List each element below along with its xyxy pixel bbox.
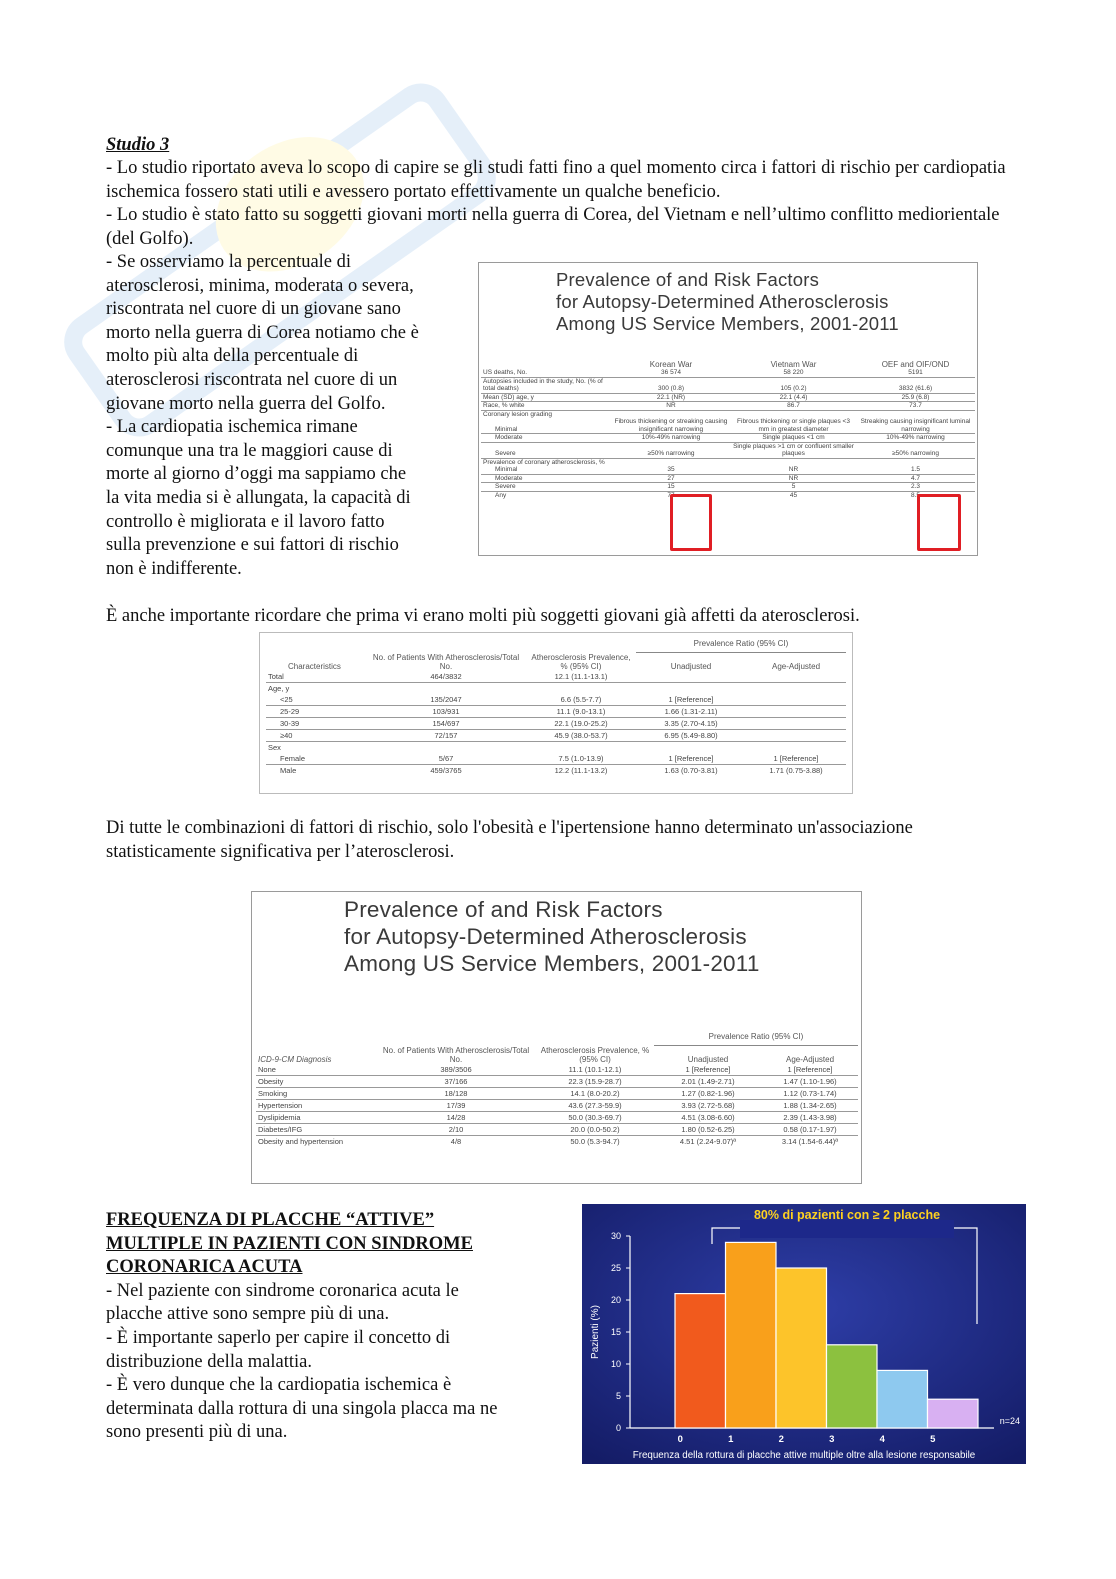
title-line: Prevalence of and Risk Factors — [556, 269, 820, 290]
table-cell: 22.3 (15.9-28.7) — [536, 1075, 654, 1087]
text-line: giovane morto nella guerra del Golfo. — [106, 393, 386, 414]
group-header: Prevalence Ratio (95% CI) — [654, 1032, 858, 1046]
table-cell: 36 574 — [611, 369, 731, 377]
table-cell: 2.01 (1.49-2.71) — [654, 1075, 762, 1087]
table-cell: Male — [280, 765, 297, 775]
table-cell: Single plaques <1 cm — [731, 434, 856, 443]
left-column-text — [106, 251, 476, 581]
table-cell: 2/10 — [376, 1123, 536, 1135]
table-cell: NR — [731, 466, 856, 474]
table-cell: ≥40 — [266, 729, 366, 741]
table-cell: 14/28 — [376, 1111, 536, 1123]
table-cell: NR — [611, 402, 731, 411]
table-cell: 1.66 (1.31-2.11) — [636, 705, 746, 717]
text-line: determinata dalla rottura di una singola placca ma ne — [106, 1398, 498, 1419]
paragraph-risk: Di tutte le combinazioni di fattori di rischio, solo l'obesità e l'ipertensione hanno determinato un'associazione statisticamente significativa per l’aterosclerosi. — [106, 818, 913, 862]
table-cell: 25.9 (6.8) — [856, 393, 975, 402]
table-cell: 50.0 (30.3-69.7) — [536, 1111, 654, 1123]
text-line: riscontrata nel cuore di un giovane sano — [106, 299, 401, 320]
title-line: Prevalence of and Risk Factors — [344, 897, 663, 922]
table-cell: 72/157 — [366, 729, 526, 741]
table-cell: Mean (SD) age, y — [481, 393, 611, 402]
title-line: for Autopsy-Determined Atherosclerosis — [556, 291, 889, 312]
table-cell: 10%-49% narrowing — [611, 434, 731, 443]
table-cell: 58 220 — [731, 369, 856, 377]
figure1-title — [556, 269, 899, 335]
table-cell: Hypertension — [256, 1099, 376, 1111]
section2-text — [106, 1209, 576, 1445]
table-cell: Minimal — [481, 466, 611, 474]
table-cell: 1.63 (0.70-3.81) — [664, 765, 718, 775]
text-line: sulla prevenzione e sui fattori di rischio — [106, 535, 399, 556]
x-tick-label: 3 — [829, 1434, 835, 1445]
table-cell: Moderate — [481, 474, 611, 483]
table-cell: 154/697 — [366, 717, 526, 729]
table-cell: 18/128 — [376, 1087, 536, 1099]
y-tick-label: 10 — [610, 1359, 621, 1369]
table-cell: Coronary lesion grading — [483, 410, 553, 418]
table-cell: ≥50% narrowing — [611, 442, 731, 458]
table-cell — [746, 671, 846, 683]
table-cell — [746, 705, 846, 717]
table-cell: 4.7 — [856, 474, 975, 483]
table-cell: 22.1 (19.0-25.2) — [526, 717, 636, 729]
text-line: controllo è migliorata e il lavoro fatto — [106, 511, 385, 532]
x-tick-label: 4 — [879, 1434, 885, 1445]
table-cell: 30-39 — [266, 717, 366, 729]
table-cell: 3832 (61.6) — [856, 377, 975, 393]
text-line: morto nella guerra di Corea notiamo che è — [106, 322, 419, 343]
paragraph-between: È anche importante ricordare che prima vi erano molti più soggetti giovani già affetti da aterosclerosi. — [106, 606, 860, 626]
text-line: distribuzione della malattia. — [106, 1351, 313, 1372]
table-cell — [746, 694, 846, 706]
table-cell: 6.95 (5.49-8.80) — [636, 729, 746, 741]
text-line: sono presenti più di una. — [106, 1422, 288, 1443]
y-tick-label: 20 — [610, 1295, 621, 1305]
text-line: - È importante saperlo per capire il concetto di — [106, 1327, 451, 1348]
table-cell: Age, y — [268, 683, 290, 693]
table-cell: 459/3765 — [430, 765, 462, 775]
table-cell: Diabetes/IFG — [256, 1123, 376, 1135]
text-line: placche attive sono sempre più di una. — [106, 1304, 390, 1325]
text-line: - Se osserviamo la percentuale di — [106, 252, 352, 272]
table-cell: 464/3832 — [366, 671, 526, 683]
table-cell: 1.5 — [856, 466, 975, 474]
table-cell: 2.3 — [856, 483, 975, 492]
table-cell: Dyslipidemia — [256, 1111, 376, 1123]
y-axis-label: Pazienti (%) — [590, 1305, 601, 1359]
figure-wars-table — [478, 262, 978, 556]
table-cell: 4.51 (2.24-9.07)ª — [679, 1136, 737, 1146]
title-line: Among US Service Members, 2001-2011 — [344, 951, 760, 976]
table-cell: 25-29 — [266, 705, 366, 717]
y-tick-label: 30 — [610, 1231, 621, 1241]
section2-heading-line: CORONARICA ACUTA — [106, 1257, 303, 1278]
x-tick-label: 5 — [930, 1434, 936, 1445]
section2-heading-line: MULTIPLE IN PAZIENTI CON SINDROME — [106, 1233, 473, 1254]
title-bg — [740, 1220, 954, 1238]
table-cell: 300 (0.8) — [611, 377, 731, 393]
table-cell: 17/39 — [376, 1099, 536, 1111]
table-cell: Autopsies included in the study, No. (% of total deaths) — [481, 377, 611, 393]
bar — [877, 1370, 928, 1428]
table-cell: 45.9 (38.0-53.7) — [526, 729, 636, 741]
table-cell: 5/67 — [366, 753, 526, 765]
table-cell: 73.7 — [856, 402, 975, 411]
intro-paragraph-2: - Lo studio è stato fatto su soggetti giovani morti nella guerra di Corea, del Vietnam e nell’ultimo conflitto mediorientale (del Golfo). — [106, 205, 1000, 249]
text-line: aterosclerosi riscontrata nel cuore di un — [106, 369, 398, 390]
title-line: Among US Service Members, 2001-2011 — [556, 313, 899, 334]
table-cell: Prevalence of coronary atherosclerosis, % — [483, 458, 605, 466]
text-line: - È vero dunque che la cardiopatia ischemica è — [106, 1375, 452, 1396]
table-cell: 1.80 (0.52-6.25) — [654, 1123, 762, 1135]
table-cell: 3.93 (2.72-5.68) — [654, 1099, 762, 1111]
text-line: - Nel paziente con sindrome coronarica acuta le — [106, 1280, 459, 1301]
x-tick-label: 1 — [728, 1434, 734, 1445]
y-tick-label: 5 — [615, 1391, 621, 1401]
bar — [827, 1345, 878, 1428]
table-cell: 10%-49% narrowing — [856, 434, 975, 443]
sample-size-label: n=24 — [999, 1416, 1020, 1426]
text-line: aterosclerosi, minima, moderata o severa, — [106, 275, 414, 296]
table-cell — [746, 717, 846, 729]
intro-paragraph-1: - Lo studio riportato aveva lo scopo di capire se gli studi fatti fino a quel momento circa i fattori di rischio per cardiopatia ischemica fossero stati utili e avessero portato effettivamente un qualche beneficio. — [106, 158, 1006, 202]
column-header: Characteristics — [288, 661, 341, 671]
bar — [726, 1242, 777, 1428]
table-cell: 1.88 (1.34-2.65) — [762, 1099, 858, 1111]
plaque-frequency-chart — [582, 1204, 1026, 1464]
column-header: Age-Adjusted — [785, 1054, 835, 1064]
table-cell: Fibrous thickening or single plaques <3 mm in greatest diameter — [731, 418, 856, 434]
table-cell: Obesity and hypertension — [258, 1136, 344, 1146]
table-cell: 135/2047 — [366, 694, 526, 706]
y-tick-label: 15 — [610, 1327, 621, 1337]
table-cell: Total — [266, 671, 366, 683]
figure2-table — [266, 639, 846, 776]
table-cell: Female — [266, 753, 366, 765]
bar — [776, 1268, 827, 1428]
group-header: Prevalence Ratio (95% CI) — [636, 639, 846, 653]
table-cell: 6.6 (5.5-7.7) — [526, 694, 636, 706]
title-line: for Autopsy-Determined Atherosclerosis — [344, 924, 747, 949]
table-cell: 1.27 (0.82-1.96) — [654, 1087, 762, 1099]
table-cell: Fibrous thickening or streaking causing insignificant narrowing — [611, 418, 731, 434]
text-line: molto più alta della percentuale di — [106, 346, 359, 367]
study-heading: Studio 3 — [106, 135, 170, 155]
section2-heading-line: FREQUENZA DI PLACCHE “ATTIVE” — [106, 1210, 435, 1230]
highlight-box-gulf — [917, 494, 961, 551]
table-cell: 3.14 (1.54-6.44)ª — [781, 1136, 839, 1146]
column-header: Korean War — [649, 360, 693, 369]
column-header: Atherosclerosis Prevalence, % (95% CI) — [531, 652, 631, 671]
table-cell: 103/931 — [366, 705, 526, 717]
table-cell: 11.1 (10.1-12.1) — [536, 1064, 654, 1076]
table-cell: 5 — [731, 483, 856, 492]
table-cell: 11.1 (9.0-13.1) — [526, 705, 636, 717]
column-header: Unadjusted — [687, 1054, 729, 1064]
table-cell: 1 [Reference] — [636, 753, 746, 765]
chart-title: 80% di pazienti con ≥ 2 placche — [753, 1208, 941, 1222]
table-cell: 50.0 (5.3-94.7) — [570, 1136, 620, 1146]
y-tick-label: 0 — [615, 1423, 621, 1433]
bar — [675, 1294, 726, 1428]
column-header: Atherosclerosis Prevalence, % (95% CI) — [540, 1045, 650, 1064]
table-cell: 20.0 (0.0-50.2) — [536, 1123, 654, 1135]
table-cell: 22.1 (NR) — [611, 393, 731, 402]
table-cell: 2.39 (1.43-3.98) — [762, 1111, 858, 1123]
table-cell: 45 — [789, 491, 798, 499]
table-cell: 389/3506 — [376, 1064, 536, 1076]
table-cell: 4/8 — [450, 1136, 462, 1146]
table-cell: Severe — [481, 483, 611, 492]
figure-age-sex-table — [259, 632, 853, 794]
table-cell: Severe — [481, 442, 611, 458]
table-cell: 27 — [611, 474, 731, 483]
figure-risk-factors-table — [251, 891, 862, 1184]
table-cell: 12.1 (11.1-13.1) — [526, 671, 636, 683]
table-cell: 105 (0.2) — [731, 377, 856, 393]
text-line: comunque una tra le maggiori cause di — [106, 440, 393, 461]
x-tick-label: 0 — [677, 1434, 683, 1445]
table-cell: 43.6 (27.3-59.9) — [536, 1099, 654, 1111]
table-cell: 14.1 (8.0-20.2) — [536, 1087, 654, 1099]
table-cell: 1.71 (0.75-3.88) — [769, 765, 823, 775]
table-cell: 1 [Reference] — [762, 1064, 858, 1076]
column-header: Unadjusted — [670, 661, 712, 671]
table-cell: 15 — [611, 483, 731, 492]
table-cell: 1.47 (1.10-1.96) — [762, 1075, 858, 1087]
table-cell: US deaths, No. — [481, 369, 611, 377]
column-header: No. of Patients With Atherosclerosis/Total No. — [382, 1045, 530, 1064]
text-line: morte al giorno d’oggi ma sappiamo che — [106, 464, 407, 485]
column-header: ICD-9-CM Diagnosis — [258, 1054, 332, 1064]
table-cell: 35 — [611, 466, 731, 474]
column-header: Age-Adjusted — [771, 661, 821, 671]
table-cell: 1 [Reference] — [654, 1064, 762, 1076]
column-header: Vietnam War — [770, 360, 817, 369]
table-cell: Obesity — [256, 1075, 376, 1087]
text-line: non è indifferente. — [106, 558, 242, 579]
table-cell: None — [256, 1064, 376, 1076]
table-cell: 1 [Reference] — [746, 753, 846, 765]
column-header: No. of Patients With Atherosclerosis/Total No. — [372, 652, 520, 671]
y-tick-label: 25 — [610, 1263, 621, 1273]
table-cell: 22.1 (4.4) — [731, 393, 856, 402]
table-cell: ≥50% narrowing — [856, 442, 975, 458]
column-header: OEF and OIF/OND — [881, 360, 950, 369]
table-cell: 1 [Reference] — [636, 694, 746, 706]
table-cell: Streaking causing insignificant luminal narrowing — [856, 418, 975, 434]
table-cell: Moderate — [481, 434, 611, 443]
table-cell: Any — [495, 491, 507, 499]
table-cell: <25 — [266, 694, 366, 706]
bar — [928, 1399, 979, 1428]
table-cell: 37/166 — [376, 1075, 536, 1087]
table-cell: Race, % white — [481, 402, 611, 411]
table-cell: 0.58 (0.17-1.97) — [762, 1123, 858, 1135]
table-cell: Sex — [268, 742, 281, 752]
table-cell: Minimal — [481, 418, 611, 434]
x-axis-label: Frequenza della rottura di placche attive multiple oltre alla lesione responsabile — [632, 1450, 976, 1461]
table-cell — [636, 671, 746, 683]
text-line: - La cardiopatia ischemica rimane — [106, 417, 358, 438]
highlight-box-korean — [670, 494, 712, 551]
table-cell: NR — [731, 474, 856, 483]
x-tick-label: 2 — [778, 1434, 784, 1445]
table-cell: Single plaques >1 cm or confluent smaller plaques — [731, 442, 856, 458]
figure3-table — [256, 1032, 858, 1147]
table-cell: Smoking — [256, 1087, 376, 1099]
table-cell: 4.51 (3.08-6.60) — [654, 1111, 762, 1123]
table-cell: 12.2 (11.1-13.2) — [554, 765, 608, 775]
figure1-table — [481, 360, 975, 499]
table-cell: 77 — [667, 491, 675, 499]
table-cell: 8.5 — [910, 491, 921, 499]
column-header — [481, 360, 611, 369]
table-cell — [746, 729, 846, 741]
table-cell: 5191 — [856, 369, 975, 377]
table-cell: 7.5 (1.0-13.9) — [526, 753, 636, 765]
table-cell: 3.35 (2.70-4.15) — [636, 717, 746, 729]
table-cell: 86.7 — [731, 402, 856, 411]
figure3-title — [344, 896, 760, 977]
text-line: la vita media si è allungata, la capacità di — [106, 487, 411, 508]
table-cell: 1.12 (0.73-1.74) — [762, 1087, 858, 1099]
